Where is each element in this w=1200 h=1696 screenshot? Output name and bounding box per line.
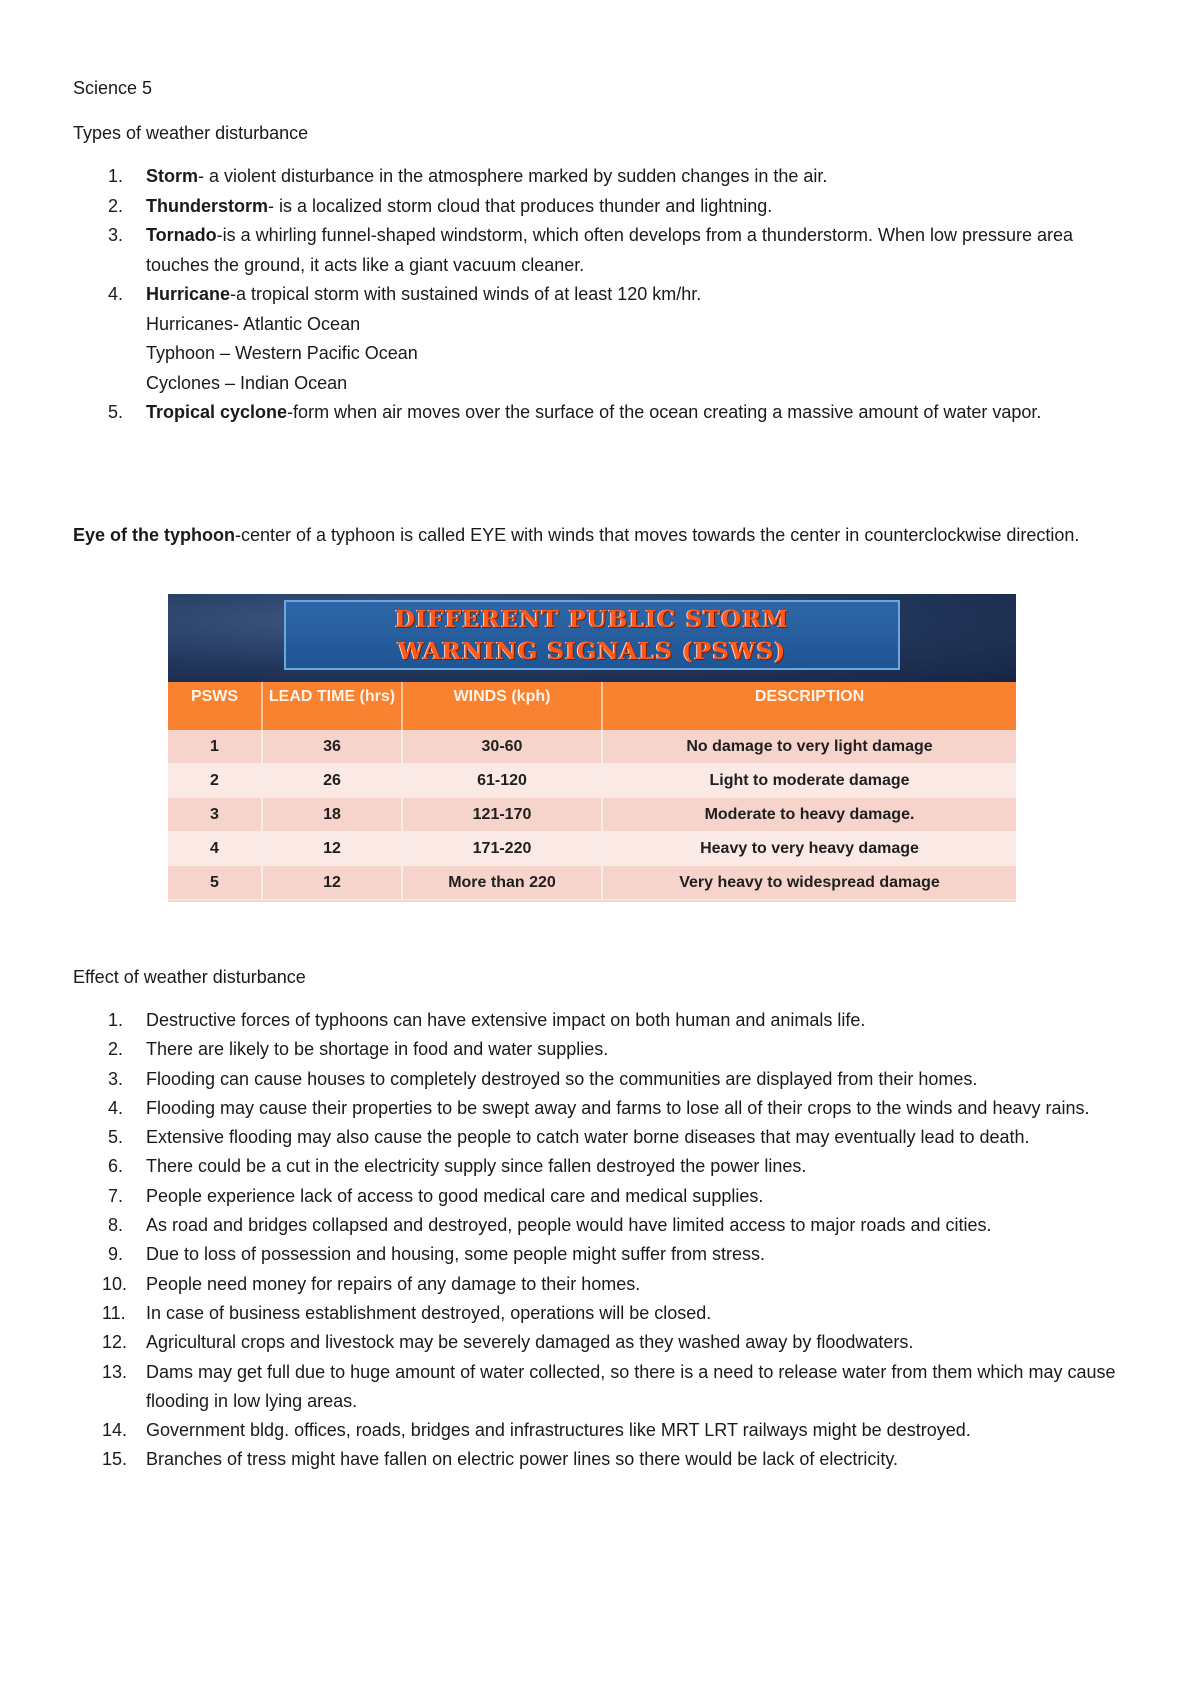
item-text: Dams may get full due to huge amount of water collected, so there is a need to release water from them which may cause flooding in low lying areas.: [146, 1361, 1116, 1411]
list-item: [0, 1006, 1126, 1035]
psws-header: [168, 594, 1016, 682]
item-text: Destructive forces of typhoons can have extensive impact on both human and animals life.: [146, 1010, 866, 1030]
eye-text: -center of a typhoon is called EYE with winds that moves towards the center in counterclockwise direction.: [235, 525, 1080, 545]
item-text: Due to loss of possession and housing, some people might suffer from stress.: [146, 1244, 765, 1265]
psws-title-line2: WARNING SIGNALS (PSWS): [397, 638, 787, 665]
list-item: [0, 1182, 1126, 1211]
item-number: 1.: [108, 1010, 124, 1030]
table-cell: 171-220: [402, 832, 602, 866]
item-number: 7.: [108, 1185, 124, 1206]
list-item: [0, 1035, 1126, 1064]
effects-heading: Effect of weather disturbance: [73, 967, 306, 987]
item-term: Tornado: [146, 225, 217, 245]
types-list: [0, 162, 1200, 428]
list-item: [0, 1123, 1126, 1152]
item-text: People need money for repairs of any damage to their homes.: [146, 1273, 641, 1294]
table-cell: 61-120: [402, 764, 602, 798]
table-row: [168, 798, 1016, 832]
list-item: [0, 1065, 1126, 1094]
item-text: There are likely to be shortage in food and water supplies.: [146, 1039, 609, 1060]
list-item: [0, 1211, 1126, 1240]
item-text: Government bldg. offices, roads, bridges and infrastructures like MRT LRT railways might be destroyed.: [146, 1420, 971, 1441]
item-number: 2.: [108, 195, 124, 216]
item-number: 1.: [108, 166, 124, 186]
item-number: 5.: [108, 402, 124, 422]
item-term: Hurricane: [146, 284, 231, 304]
psws-infographic: [168, 594, 1016, 902]
ocean-subline: Typhoon – Western Pacific Ocean: [146, 343, 418, 363]
eye-of-typhoon-paragraph: [73, 521, 1133, 550]
psws-title-banner: [284, 600, 900, 670]
item-text: -a tropical storm with sustained winds of at least 120 km/hr.: [230, 284, 702, 304]
item-text: Agricultural crops and livestock may be severely damaged as they washed away by floodwaters.: [146, 1332, 914, 1353]
item-number: 9.: [108, 1244, 124, 1265]
item-number: 15.: [102, 1449, 128, 1470]
table-row: [168, 866, 1016, 900]
table-cell: More than 220: [402, 866, 602, 900]
item-number: 3.: [108, 1068, 124, 1089]
item-text: - a violent disturbance in the atmosphere marked by sudden changes in the air.: [198, 166, 828, 186]
table-cell: Light to moderate damage: [602, 764, 1016, 798]
table-cell: 30-60: [402, 730, 602, 764]
list-item: [0, 1240, 1126, 1269]
table-cell: 12: [262, 832, 402, 866]
ocean-subline: Hurricanes- Atlantic Ocean: [146, 313, 361, 334]
table-cell: Very heavy to widespread damage: [602, 866, 1016, 900]
item-number: 4.: [108, 284, 124, 304]
list-item: [0, 221, 1126, 280]
item-number: 5.: [108, 1127, 124, 1148]
eye-term: Eye of the typhoon: [73, 525, 235, 545]
table-cell: 18: [262, 798, 402, 832]
table-cell: Heavy to very heavy damage: [602, 832, 1016, 866]
item-number: 3.: [108, 225, 124, 245]
types-heading: Types of weather disturbance: [73, 123, 309, 143]
table-cell: 121-170: [402, 798, 602, 832]
list-item: [0, 1358, 1126, 1417]
table-cell: 26: [262, 764, 402, 798]
list-item: [0, 162, 1126, 192]
item-text: Extensive flooding may also cause the people to catch water borne diseases that may eventually lead to death.: [146, 1127, 1030, 1148]
table-cell: 2: [168, 764, 262, 798]
item-text: In case of business establishment destroyed, operations will be closed.: [146, 1302, 712, 1323]
column-header: DESCRIPTION: [602, 682, 1016, 730]
item-number: 11.: [102, 1302, 126, 1323]
doc-title: Science 5: [73, 78, 153, 98]
psws-table: [168, 682, 1016, 900]
list-item: [0, 1270, 1126, 1299]
column-header: WINDS (kph): [402, 682, 602, 730]
list-item: [0, 1328, 1126, 1357]
list-item: [0, 1094, 1126, 1123]
item-text: - is a localized storm cloud that produces thunder and lightning.: [268, 195, 773, 216]
ocean-subline: Cyclones – Indian Ocean: [146, 372, 348, 393]
item-text: -form when air moves over the surface of the ocean creating a massive amount of water vapor.: [287, 402, 1042, 422]
item-text: Flooding may cause their properties to be swept away and farms to lose all of their crops to the winds and heavy rains.: [146, 1097, 1090, 1118]
item-number: 8.: [108, 1215, 124, 1236]
item-number: 10.: [102, 1273, 128, 1294]
table-cell: 36: [262, 730, 402, 764]
table-cell: 3: [168, 798, 262, 832]
list-item: [0, 398, 1126, 428]
item-term: Tropical cyclone: [146, 402, 288, 422]
item-number: 6.: [108, 1156, 124, 1177]
item-text: People experience lack of access to good medical care and medical supplies.: [146, 1185, 764, 1206]
list-item: [0, 1445, 1126, 1474]
list-item: [0, 280, 1126, 398]
table-cell: 5: [168, 866, 262, 900]
column-header: LEAD TIME (hrs): [262, 682, 402, 730]
item-number: 12.: [102, 1332, 128, 1353]
table-cell: 4: [168, 832, 262, 866]
table-header-row: [168, 682, 1016, 730]
table-cell: 12: [262, 866, 402, 900]
effects-list: [0, 1006, 1200, 1475]
item-number: 13.: [102, 1361, 128, 1382]
list-item: [0, 1299, 1126, 1328]
item-term: Thunderstorm: [146, 195, 269, 216]
item-text: Flooding can cause houses to completely destroyed so the communities are displayed from their homes.: [146, 1068, 978, 1089]
table-row: [168, 730, 1016, 764]
table-cell: Moderate to heavy damage.: [602, 798, 1016, 832]
item-term: Storm: [146, 166, 199, 186]
table-row: [168, 832, 1016, 866]
item-text: -is a whirling funnel-shaped windstorm, which often develops from a thunderstorm. When low pressure area touches the ground, it acts like a giant vacuum cleaner.: [146, 225, 1074, 275]
item-text: There could be a cut in the electricity supply since fallen destroyed the power lines.: [146, 1156, 807, 1177]
item-number: 2.: [108, 1039, 124, 1060]
item-number: 14.: [102, 1420, 128, 1441]
item-text: As road and bridges collapsed and destroyed, people would have limited access to major roads and cities.: [146, 1215, 992, 1236]
item-number: 4.: [108, 1097, 124, 1118]
list-item: [0, 192, 1126, 222]
table-cell: No damage to very light damage: [602, 730, 1016, 764]
psws-title-line1: DIFFERENT PUBLIC STORM: [394, 606, 790, 633]
column-header: PSWS: [168, 682, 262, 730]
table-row: [168, 764, 1016, 798]
item-text: Branches of tress might have fallen on electric power lines so there would be lack of electricity.: [146, 1449, 899, 1470]
table-cell: 1: [168, 730, 262, 764]
list-item: [0, 1152, 1126, 1181]
list-item: [0, 1416, 1126, 1445]
